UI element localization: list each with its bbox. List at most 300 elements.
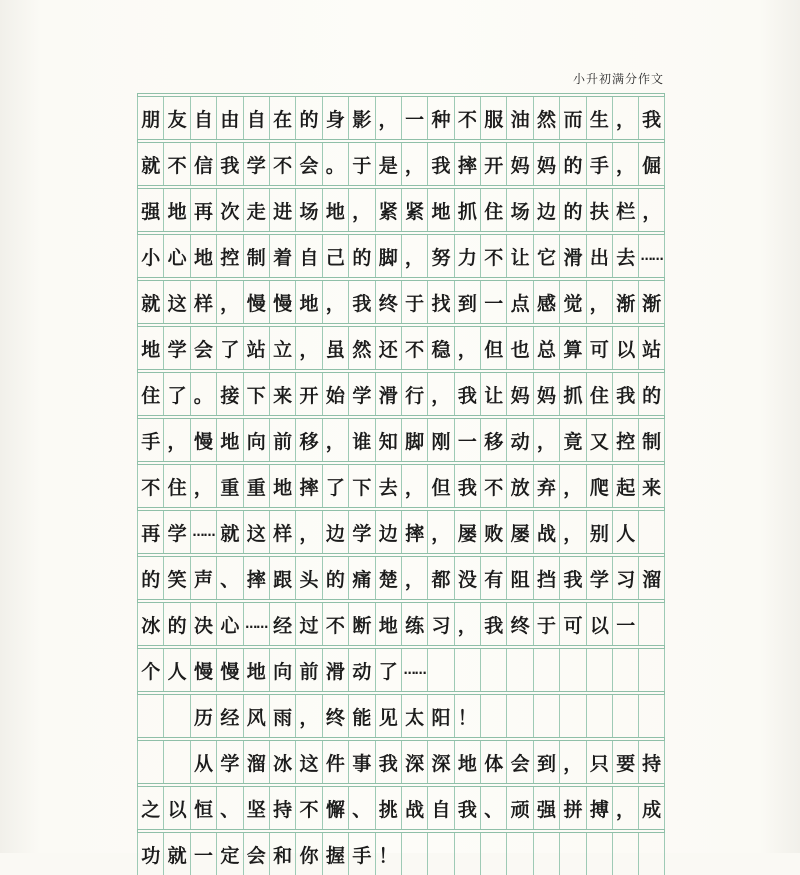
grid-cell: 重 (216, 465, 242, 507)
grid-cell: 地 (322, 189, 348, 231)
grid-cell: 这 (295, 741, 321, 783)
grid-cell (533, 695, 559, 737)
grid-cell: 终 (322, 695, 348, 737)
grid-cell: ， (216, 281, 242, 323)
grid-cell: 努 (427, 235, 453, 277)
grid-cell: 让 (506, 235, 532, 277)
grid-cell: ， (375, 97, 401, 139)
grid-cell: 就 (137, 281, 163, 323)
grid-row (137, 93, 665, 139)
grid-cell: 学 (216, 741, 242, 783)
grid-cell: 倔 (638, 143, 664, 185)
grid-cell: 就 (163, 833, 189, 875)
grid-cell: 是 (375, 143, 401, 185)
grid-row (137, 231, 665, 277)
grid-cell (454, 833, 480, 875)
grid-cell: 种 (427, 97, 453, 139)
grid-cell: 你 (295, 833, 321, 875)
grid-cell: 但 (480, 327, 506, 369)
grid-cell: 头 (295, 557, 321, 599)
grid-cell: 了 (375, 649, 401, 691)
grid-cell: 手 (586, 143, 612, 185)
grid-cell: ， (559, 511, 585, 553)
grid-cell: 经 (269, 603, 295, 645)
grid-cell (559, 649, 585, 691)
grid-cell: 到 (533, 741, 559, 783)
grid-cell: 我 (454, 465, 480, 507)
grid-cell: 生 (586, 97, 612, 139)
grid-cell: 的 (559, 143, 585, 185)
grid-cell: 的 (163, 603, 189, 645)
grid-cell: 信 (190, 143, 216, 185)
grid-cell: ， (427, 511, 453, 553)
grid-cell: 自 (243, 97, 269, 139)
row-cells (137, 235, 665, 277)
grid-cell (480, 695, 506, 737)
grid-cell (427, 649, 453, 691)
grid-cell: 我 (348, 281, 374, 323)
grid-cell: 了 (216, 327, 242, 369)
grid-cell: 控 (216, 235, 242, 277)
grid-cell: 于 (401, 281, 427, 323)
grid-row (137, 277, 665, 323)
grid-row (137, 185, 665, 231)
grid-cell: 弃 (533, 465, 559, 507)
grid-cell: 地 (137, 327, 163, 369)
row-cells (137, 281, 665, 323)
grid-cell (533, 833, 559, 875)
row-cells (137, 189, 665, 231)
grid-cell: 顽 (506, 787, 532, 829)
grid-cell: 到 (454, 281, 480, 323)
grid-cell: 控 (612, 419, 638, 461)
row-cells (137, 511, 665, 553)
grid-cell: 的 (322, 557, 348, 599)
grid-cell: 然 (348, 327, 374, 369)
grid-row (137, 645, 665, 691)
grid-cell: ， (454, 603, 480, 645)
grid-cell (586, 695, 612, 737)
grid-cell (559, 833, 585, 875)
grid-cell: 我 (216, 143, 242, 185)
grid-cell: ， (295, 695, 321, 737)
grid-cell: 制 (243, 235, 269, 277)
row-cells (137, 649, 665, 691)
grid-cell: 地 (190, 235, 216, 277)
grid-cell: ， (454, 327, 480, 369)
grid-cell: 楚 (375, 557, 401, 599)
grid-cell: 动 (506, 419, 532, 461)
grid-cell: 动 (348, 649, 374, 691)
grid-cell: 慢 (190, 419, 216, 461)
grid-cell: 又 (586, 419, 612, 461)
page-header-title: 小升初满分作文 (572, 72, 664, 86)
grid-cell: ， (586, 281, 612, 323)
grid-cell: 败 (480, 511, 506, 553)
grid-cell (506, 833, 532, 875)
grid-cell: 就 (216, 511, 242, 553)
grid-cell: 前 (269, 419, 295, 461)
grid-cell: 冰 (137, 603, 163, 645)
grid-cell: 住 (586, 373, 612, 415)
grid-cell: 制 (638, 419, 664, 461)
grid-cell: 会 (243, 833, 269, 875)
grid-cell: ！ (375, 833, 401, 875)
grid-cell: ， (427, 373, 453, 415)
grid-cell: 走 (243, 189, 269, 231)
row-cells (137, 97, 665, 139)
grid-cell: 前 (295, 649, 321, 691)
grid-row (137, 553, 665, 599)
grid-cell: 我 (375, 741, 401, 783)
grid-cell (586, 649, 612, 691)
grid-cell: …… (638, 235, 664, 277)
grid-cell: 竟 (559, 419, 585, 461)
grid-cell: 样 (190, 281, 216, 323)
grid-cell: 慢 (243, 281, 269, 323)
grid-cell: 都 (427, 557, 453, 599)
grid-cell: 一 (401, 97, 427, 139)
grid-cell: 放 (506, 465, 532, 507)
grid-cell: 找 (427, 281, 453, 323)
grid-cell (638, 695, 664, 737)
grid-cell (559, 695, 585, 737)
grid-cell: 心 (163, 235, 189, 277)
grid-cell: 刚 (427, 419, 453, 461)
grid-cell: 了 (322, 465, 348, 507)
grid-cell: 边 (533, 189, 559, 231)
row-cells (137, 695, 665, 737)
grid-row (137, 415, 665, 461)
grid-cell (506, 649, 532, 691)
grid-cell: 油 (506, 97, 532, 139)
grid-cell: 在 (269, 97, 295, 139)
grid-cell: 懈 (322, 787, 348, 829)
grid-cell: 心 (216, 603, 242, 645)
grid-cell (137, 695, 163, 737)
grid-row (137, 323, 665, 369)
grid-cell: 学 (348, 373, 374, 415)
grid-cell: 接 (216, 373, 242, 415)
grid-cell: 影 (348, 97, 374, 139)
row-cells (137, 465, 665, 507)
grid-cell (163, 741, 189, 783)
grid-cell: ， (295, 327, 321, 369)
grid-cell: 始 (322, 373, 348, 415)
grid-cell: 地 (295, 281, 321, 323)
grid-cell (612, 695, 638, 737)
grid-cell: 会 (190, 327, 216, 369)
grid-cell: 妈 (533, 373, 559, 415)
grid-cell (638, 649, 664, 691)
grid-cell: 出 (586, 235, 612, 277)
grid-cell: 样 (269, 511, 295, 553)
grid-cell: 雨 (269, 695, 295, 737)
grid-cell: ， (348, 189, 374, 231)
grid-cell (638, 833, 664, 875)
grid-cell: 挑 (375, 787, 401, 829)
grid-cell: 滑 (375, 373, 401, 415)
grid-cell: 的 (295, 97, 321, 139)
grid-cell: 的 (137, 557, 163, 599)
grid-cell: 人 (163, 649, 189, 691)
grid-cell: …… (243, 603, 269, 645)
grid-cell: 成 (638, 787, 664, 829)
grid-row (137, 829, 665, 875)
grid-cell: 深 (427, 741, 453, 783)
grid-cell: 摔 (243, 557, 269, 599)
grid-cell: 我 (612, 373, 638, 415)
grid-cell: 之 (137, 787, 163, 829)
grid-cell: 件 (322, 741, 348, 783)
grid-cell: 来 (638, 465, 664, 507)
grid-cell: 的 (559, 189, 585, 231)
grid-cell: 站 (243, 327, 269, 369)
grid-cell: 能 (348, 695, 374, 737)
grid-cell: 我 (427, 143, 453, 185)
row-cells (137, 557, 665, 599)
grid-cell: 地 (269, 465, 295, 507)
grid-cell: 这 (163, 281, 189, 323)
grid-cell: 立 (269, 327, 295, 369)
grid-cell: 屡 (506, 511, 532, 553)
grid-cell: 边 (375, 511, 401, 553)
grid-cell: 不 (322, 603, 348, 645)
grid-cell: 摔 (401, 511, 427, 553)
grid-cell: 朋 (137, 97, 163, 139)
grid-cell: 终 (375, 281, 401, 323)
grid-cell (506, 695, 532, 737)
grid-cell: …… (190, 511, 216, 553)
grid-cell: 不 (454, 97, 480, 139)
grid-cell (401, 833, 427, 875)
grid-cell: 自 (295, 235, 321, 277)
grid-cell: 向 (243, 419, 269, 461)
grid-cell: 不 (137, 465, 163, 507)
grid-cell: 体 (480, 741, 506, 783)
grid-cell: 让 (480, 373, 506, 415)
grid-cell: 起 (612, 465, 638, 507)
grid-cell: 没 (454, 557, 480, 599)
grid-cell: 太 (401, 695, 427, 737)
grid-cell: 觉 (559, 281, 585, 323)
grid-cell: 。 (322, 143, 348, 185)
grid-cell: 我 (454, 787, 480, 829)
grid-cell: 点 (506, 281, 532, 323)
grid-cell: 冰 (269, 741, 295, 783)
grid-cell: 的 (348, 235, 374, 277)
grid-cell: 战 (533, 511, 559, 553)
grid-cell (638, 511, 664, 553)
grid-cell: 可 (586, 327, 612, 369)
grid-cell: 强 (533, 787, 559, 829)
grid-cell: 谁 (348, 419, 374, 461)
grid-row (137, 461, 665, 507)
grid-cell: 要 (612, 741, 638, 783)
grid-cell: 笑 (163, 557, 189, 599)
grid-cell: 住 (163, 465, 189, 507)
grid-cell: 向 (269, 649, 295, 691)
grid-cell: 经 (216, 695, 242, 737)
grid-cell: 、 (216, 787, 242, 829)
grid-cell: 跟 (269, 557, 295, 599)
grid-cell: 己 (322, 235, 348, 277)
grid-cell: 强 (137, 189, 163, 231)
grid-cell: ， (559, 465, 585, 507)
grid-cell: 有 (480, 557, 506, 599)
grid-cell (586, 833, 612, 875)
grid-cell: 服 (480, 97, 506, 139)
grid-cell: 着 (269, 235, 295, 277)
grid-cell: ， (163, 419, 189, 461)
grid-cell: 、 (216, 557, 242, 599)
grid-cell: 再 (190, 189, 216, 231)
grid-cell: 地 (454, 741, 480, 783)
grid-cell: 下 (243, 373, 269, 415)
grid-cell: 手 (348, 833, 374, 875)
grid-cell: 慢 (216, 649, 242, 691)
grid-cell (533, 649, 559, 691)
grid-cell: 下 (348, 465, 374, 507)
grid-cell: 一 (454, 419, 480, 461)
grid-cell: 阻 (506, 557, 532, 599)
grid-cell: 个 (137, 649, 163, 691)
grid-cell: 、 (480, 787, 506, 829)
grid-cell: 声 (190, 557, 216, 599)
grid-row (137, 783, 665, 829)
grid-cell: 学 (163, 511, 189, 553)
grid-cell: 感 (533, 281, 559, 323)
grid-cell: 溜 (638, 557, 664, 599)
grid-cell: 自 (190, 97, 216, 139)
grid-cell: 以 (612, 327, 638, 369)
grid-cell: 滑 (559, 235, 585, 277)
grid-cell: 以 (163, 787, 189, 829)
grid-cell: 滑 (322, 649, 348, 691)
grid-cell: 持 (269, 787, 295, 829)
grid-cell: 场 (295, 189, 321, 231)
grid-cell: 习 (612, 557, 638, 599)
grid-cell: 这 (243, 511, 269, 553)
grid-cell: ， (401, 557, 427, 599)
grid-cell: 边 (322, 511, 348, 553)
grid-cell: 算 (559, 327, 585, 369)
grid-cell: 见 (375, 695, 401, 737)
grid-cell: 渐 (638, 281, 664, 323)
grid-cell: 慢 (190, 649, 216, 691)
grid-cell: 移 (295, 419, 321, 461)
grid-cell: 搏 (586, 787, 612, 829)
grid-cell: 阳 (427, 695, 453, 737)
grid-cell: …… (401, 649, 427, 691)
row-cells (137, 143, 665, 185)
grid-cell: ， (559, 741, 585, 783)
grid-cell: 地 (243, 649, 269, 691)
grid-cell: 持 (638, 741, 664, 783)
grid-cell: ， (401, 465, 427, 507)
grid-cell: 紧 (401, 189, 427, 231)
grid-cell: 知 (375, 419, 401, 461)
grid-cell: 练 (401, 603, 427, 645)
grid-cell: 一 (190, 833, 216, 875)
grid-cell: 一 (480, 281, 506, 323)
grid-cell: 住 (480, 189, 506, 231)
grid-cell: 进 (269, 189, 295, 231)
row-cells (137, 603, 665, 645)
grid-cell: 然 (533, 97, 559, 139)
grid-cell: 移 (480, 419, 506, 461)
grid-cell: 妈 (506, 373, 532, 415)
grid-cell: 自 (427, 787, 453, 829)
grid-cell: 扶 (586, 189, 612, 231)
grid-row (137, 737, 665, 783)
grid-cell: 学 (163, 327, 189, 369)
grid-cell: 屡 (454, 511, 480, 553)
grid-cell: 我 (638, 97, 664, 139)
grid-cell: 只 (586, 741, 612, 783)
grid-cell: 摔 (454, 143, 480, 185)
grid-cell (638, 603, 664, 645)
grid-cell: 稳 (427, 327, 453, 369)
grid-cell: 抓 (559, 373, 585, 415)
grid-cell: 可 (559, 603, 585, 645)
grid-row (137, 599, 665, 645)
grid-cell: 手 (137, 419, 163, 461)
grid-cell: 去 (375, 465, 401, 507)
grid-cell: 决 (190, 603, 216, 645)
grid-row (137, 369, 665, 415)
grid-cell: ， (533, 419, 559, 461)
grid-cell: 深 (401, 741, 427, 783)
grid-cell: 紧 (375, 189, 401, 231)
row-cells (137, 327, 665, 369)
grid-cell: 也 (506, 327, 532, 369)
grid-cell: 身 (322, 97, 348, 139)
grid-cell: 地 (216, 419, 242, 461)
grid-cell: 握 (322, 833, 348, 875)
grid-cell: 一 (612, 603, 638, 645)
grid-cell: 。 (190, 373, 216, 415)
grid-cell: 爬 (586, 465, 612, 507)
grid-cell: 断 (348, 603, 374, 645)
grid-cell: ， (638, 189, 664, 231)
grid-cell: 于 (348, 143, 374, 185)
grid-cell: 友 (163, 97, 189, 139)
grid-cell: 去 (612, 235, 638, 277)
grid-cell: 行 (401, 373, 427, 415)
grid-cell: 历 (190, 695, 216, 737)
grid-cell: 终 (506, 603, 532, 645)
row-cells (137, 741, 665, 783)
grid-cell: 于 (533, 603, 559, 645)
grid-cell: 站 (638, 327, 664, 369)
grid-cell: 来 (269, 373, 295, 415)
grid-cell: 功 (137, 833, 163, 875)
grid-cell: 了 (163, 373, 189, 415)
row-cells (137, 787, 665, 829)
grid-cell: 从 (190, 741, 216, 783)
grid-cell: 我 (559, 557, 585, 599)
grid-cell: 不 (401, 327, 427, 369)
grid-cell: 重 (243, 465, 269, 507)
grid-cell (137, 741, 163, 783)
grid-cell: 和 (269, 833, 295, 875)
grid-cell: 习 (427, 603, 453, 645)
grid-cell: 不 (295, 787, 321, 829)
grid-cell: 以 (586, 603, 612, 645)
grid-cell: 、 (348, 787, 374, 829)
grid-cell: 场 (506, 189, 532, 231)
